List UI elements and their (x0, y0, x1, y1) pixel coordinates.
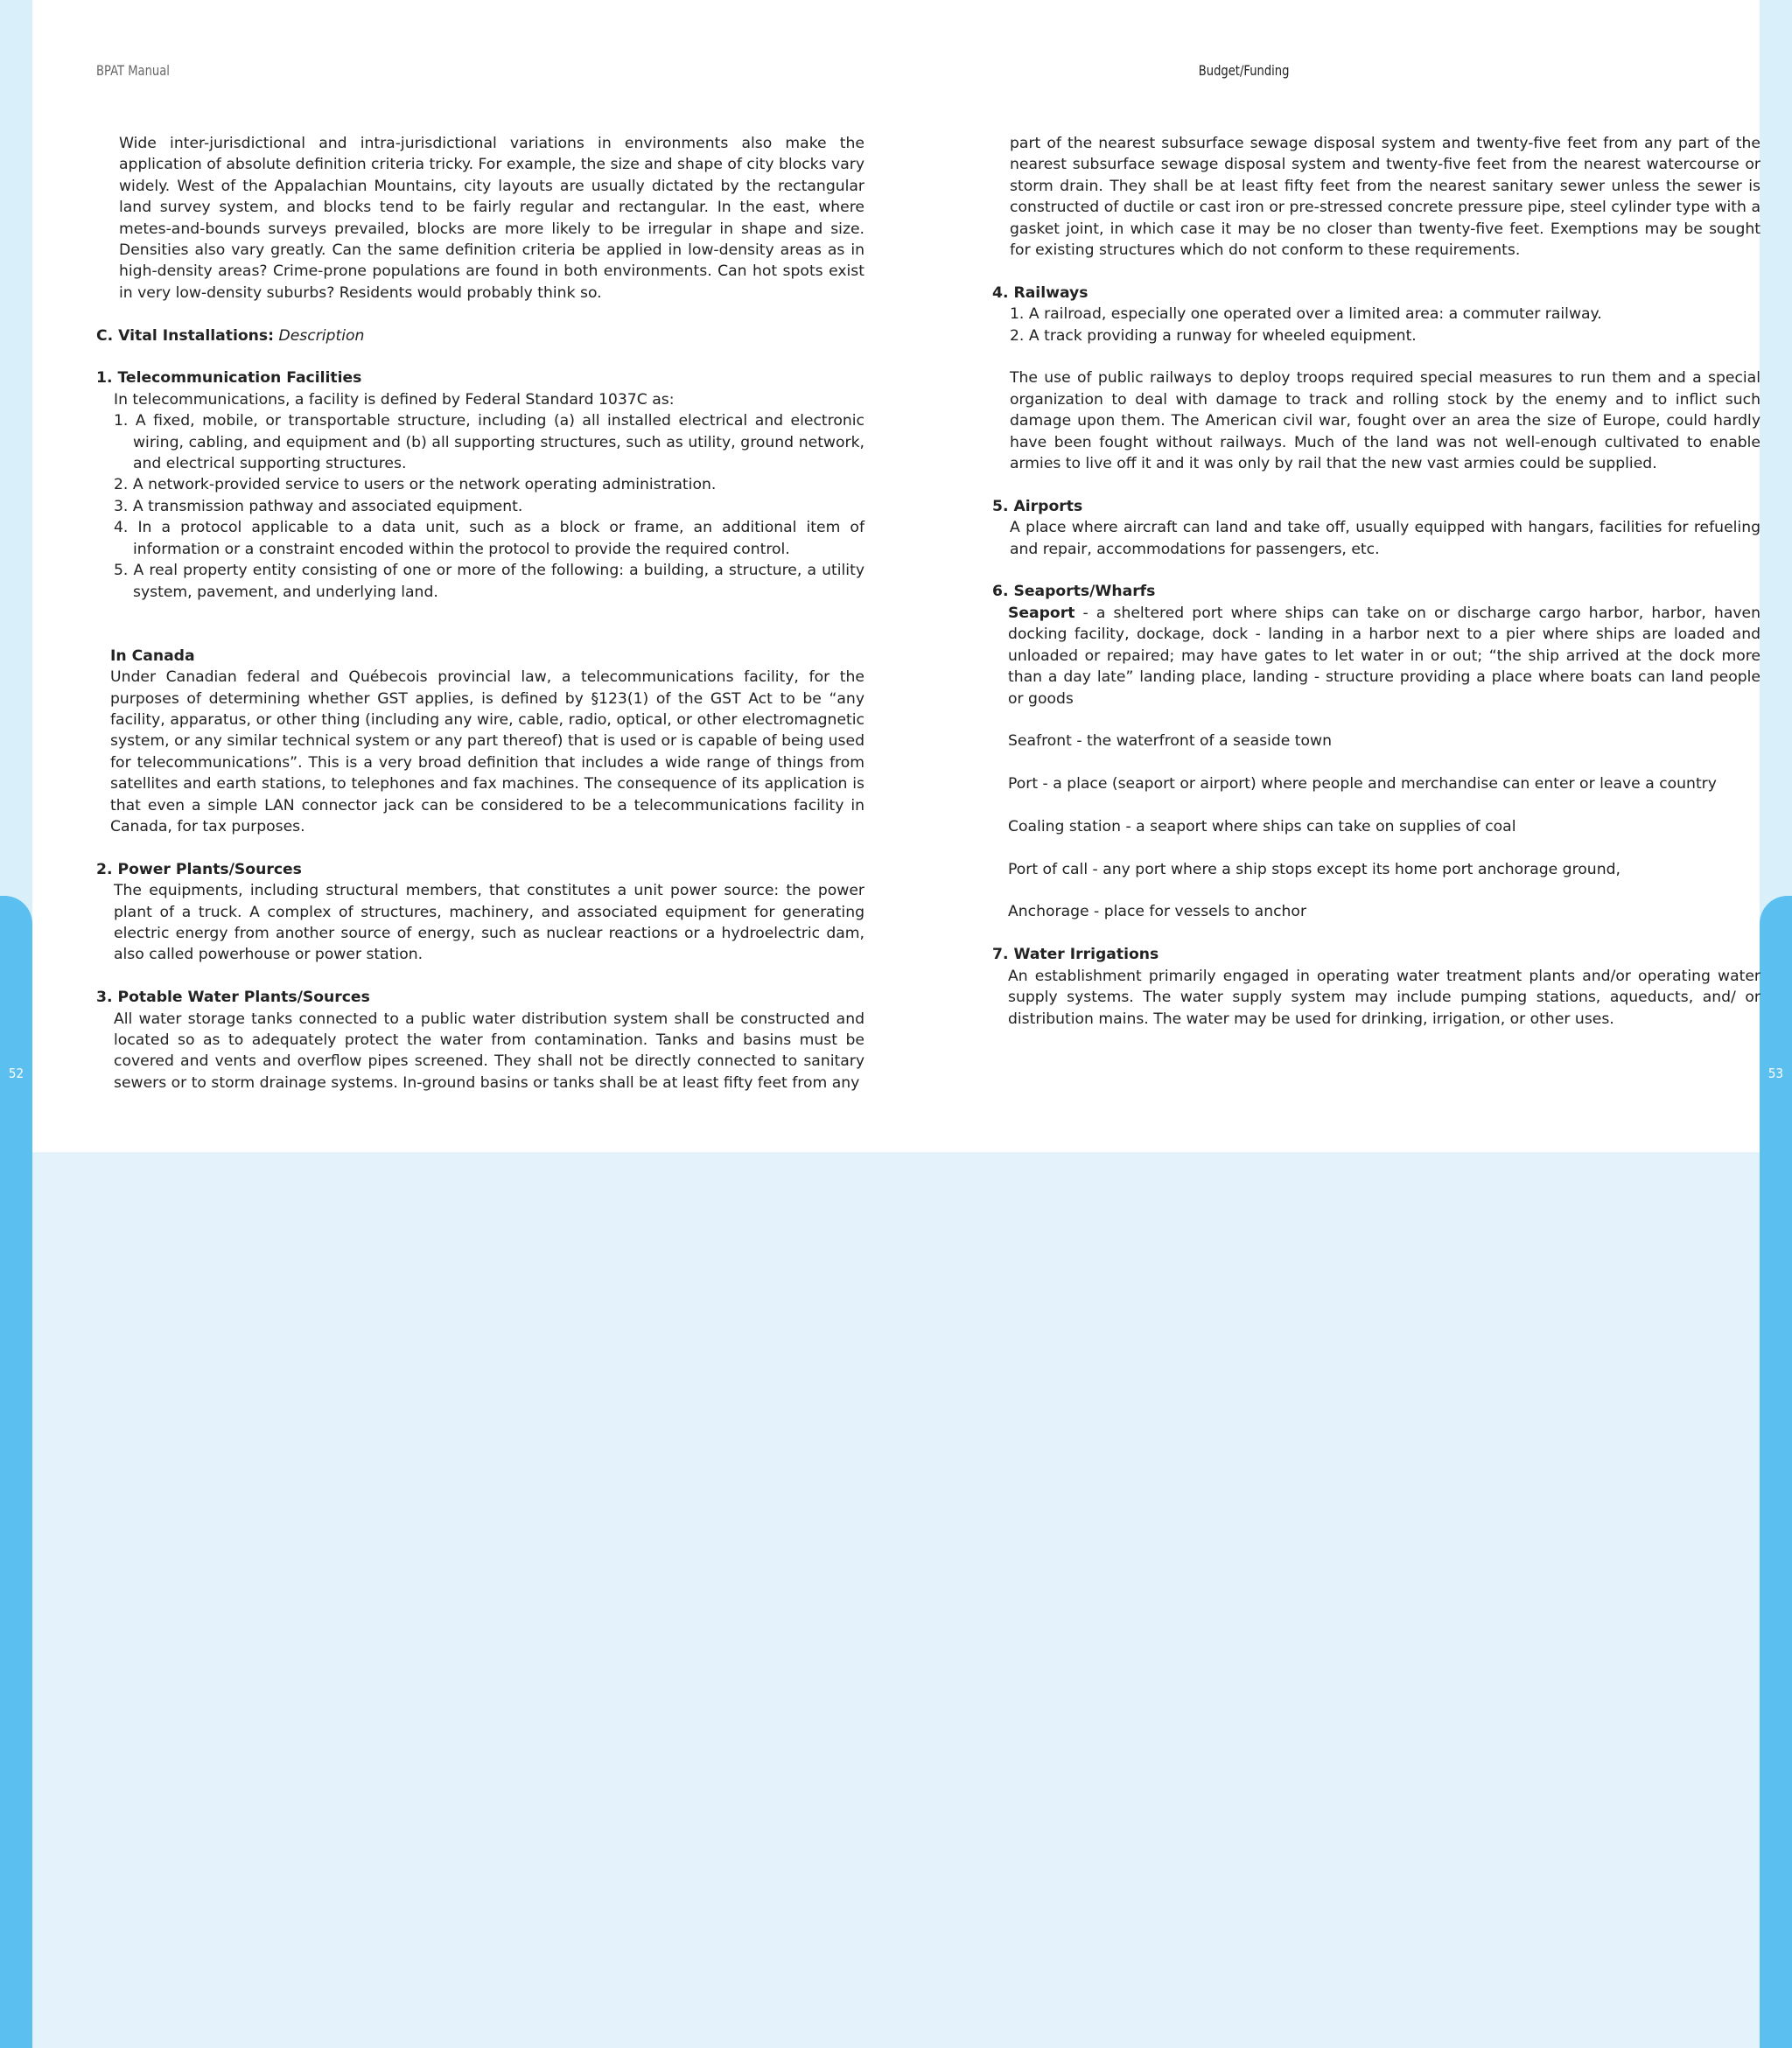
document-spread (32, 0, 1760, 1152)
section-c-description: Description (278, 326, 365, 345)
railways-heading: 4. Railways (992, 283, 1088, 302)
telecom-heading: 1. Telecommunication Facilities (96, 369, 362, 388)
running-header-right: Budget/Funding (1198, 62, 1289, 79)
seafront-definition: Seafront - the waterfront of a seaside town (1008, 732, 1332, 751)
seaport-text: - a sheltered port where ships can take on or discharge cargo harbor, harbor, haven docking facility, dockage, dock - landing in a harbor next to a pier where ships are loaded and unloaded or repaired; may have gates to let water in or out; “the ship arrived at the dock more than a day late” landing place, landing - structure providing a place where boats can land people or goods (1008, 604, 1760, 708)
section-c-label: C. Vital Installations: (96, 326, 275, 345)
section-c-heading (96, 325, 864, 346)
left-page-column (96, 133, 864, 1094)
anchorage-definition: Anchorage - place for vessels to anchor (1008, 903, 1307, 921)
airports-heading: 5. Airports (992, 497, 1083, 515)
seaport-term: Seaport (1008, 604, 1075, 622)
seaports-heading: 6. Seaports/Wharfs (992, 583, 1156, 601)
running-header-left: BPAT Manual (96, 62, 170, 79)
airports-paragraph: A place where aircraft can land and take off, usually equipped with hangars, facilities for refueling and repair, accommodations for passengers, etc. (1010, 519, 1760, 558)
canada-paragraph: Under Canadian federal and Québecois provincial law, a telecommunications facility, for the purposes of determining whether GST applies, is defined by §123(1) of the GST Act to be “any facility, apparatus, or other thing (including any wire, cable, radio, optical, or other electromagnetic system, or any similar technical system or any part thereof) that is used or is capable of being used for telecommunications”. This is a very broad definition that includes a wide range of things from satellites and earth stations, to telephones and fax machines. The consequence of its application is that even a simple LAN connector jack can be considered to be a telecommunications facility in Canada, for tax purposes. (110, 668, 864, 835)
list-item: 1. A railroad, especially one operated over a limited area: a commuter railway. (1010, 305, 1602, 324)
telecom-list (96, 410, 864, 603)
water-paragraph-continued: part of the nearest subsurface sewage disposal system and twenty-five feet from any part of the nearest subsurface sewage disposal system and twenty-five feet from the nearest watercourse or storm drain. They shall be at least fifty feet from the nearest sanitary sewer unless the sewer is constructed of ductile or cast iron or pre-stressed concrete pressure pipe, steel cylinder type with a gasket joint, in which case it may be no closer than twenty-five feet. Exemptions may be sought for existing structures which do not conform to these requirements. (1010, 135, 1760, 260)
port-of-call-definition: Port of call - any port where a ship stops except its home port anchorage ground, (1008, 860, 1620, 878)
port-definition: Port - a place (seaport or airport) where people and merchandise can enter or leave a country (1008, 775, 1717, 793)
list-item: 5. A real property entity consisting of one or more of the following: a building, a structure, a utility system, pavement, and underlying land. (114, 562, 864, 601)
page-number-right: 53 (1768, 1066, 1784, 1081)
canada-heading: In Canada (110, 647, 195, 665)
water-paragraph: All water storage tanks connected to a public water distribution system shall be constructed and located so as to adequately protect the water from contamination. Tanks and basins must be covered and vents and overflow pipes screened. They shall not be directly connected to sanitary sewers or to storm drainage systems. In-ground basins or tanks shall be at least fifty feet from any (114, 1010, 864, 1092)
right-page-column (992, 133, 1760, 1030)
railways-paragraph: The use of public railways to deploy troops required special measures to run them and a special organization to deal with damage to track and rolling stock by the enemy and to inflict such damage upon them. The American civil war, fought over an area the size of Europe, could hardly have been fought without railways. Much of the land was not well-enough cultivated to enable armies to live off it and it was only by rail that the new vast armies could be supplied. (1010, 369, 1760, 473)
list-item: 1. A fixed, mobile, or transportable structure, including (a) all installed electrical and electronic wiring, cabling, and equipment and (b) all supporting structures, such as utility, ground network, and electrical supporting structures. (114, 412, 864, 473)
coaling-station-definition: Coaling station - a seaport where ships can take on supplies of coal (1008, 817, 1516, 835)
list-item: 4. In a protocol applicable to a data unit, such as a block or frame, an additional item of information or a constraint encoded within the protocol to provide the required control. (114, 519, 864, 558)
water-heading: 3. Potable Water Plants/Sources (96, 989, 370, 1007)
list-item: 2. A network-provided service to users or the network operating administration. (114, 476, 717, 494)
water-irrigations-heading: 7. Water Irrigations (992, 946, 1159, 964)
telecom-intro: In telecommunications, a facility is defined by Federal Standard 1037C as: (114, 390, 675, 409)
power-heading: 2. Power Plants/Sources (96, 860, 302, 878)
water-irrigations-paragraph: An establishment primarily engaged in operating water treatment plants and/or operating water supply systems. The water supply system may include pumping stations, aqueducts, and/ or distribution mains. The water may be used for drinking, irrigation, or other uses. (1008, 967, 1760, 1028)
list-item: 3. A transmission pathway and associated equipment. (114, 497, 523, 515)
seaport-definition (992, 603, 1760, 709)
intro-paragraph: Wide inter-jurisdictional and intra-jurisdictional variations in environments also make the application of absolute definition criteria tricky. For example, the size and shape of city blocks vary widely. West of the Appalachian Mountains, city layouts are usually dictated by the rectangular land survey system, and blocks tend to be fairly regular and rectangular. In the east, where metes-and-bounds surveys prevailed, blocks are more likely to be irregular in shape and size. Densities also vary greatly. Can the same definition criteria be applied in low-density areas as in high-density areas? Crime-prone populations are found in both environments. Can hot spots exist in very low-density suburbs? Residents would probably think so. (119, 135, 864, 302)
list-item: 2. A track providing a runway for wheeled equipment. (1010, 326, 1417, 345)
power-paragraph: The equipments, including structural members, that constitutes a unit power source: the power plant of a truck. A complex of structures, machinery, and associated equipment for generating electric energy from another source of energy, such as nuclear reactions or a hydroelectric dam, also called powerhouse or power station. (114, 882, 864, 964)
page-number-left: 52 (8, 1066, 24, 1081)
